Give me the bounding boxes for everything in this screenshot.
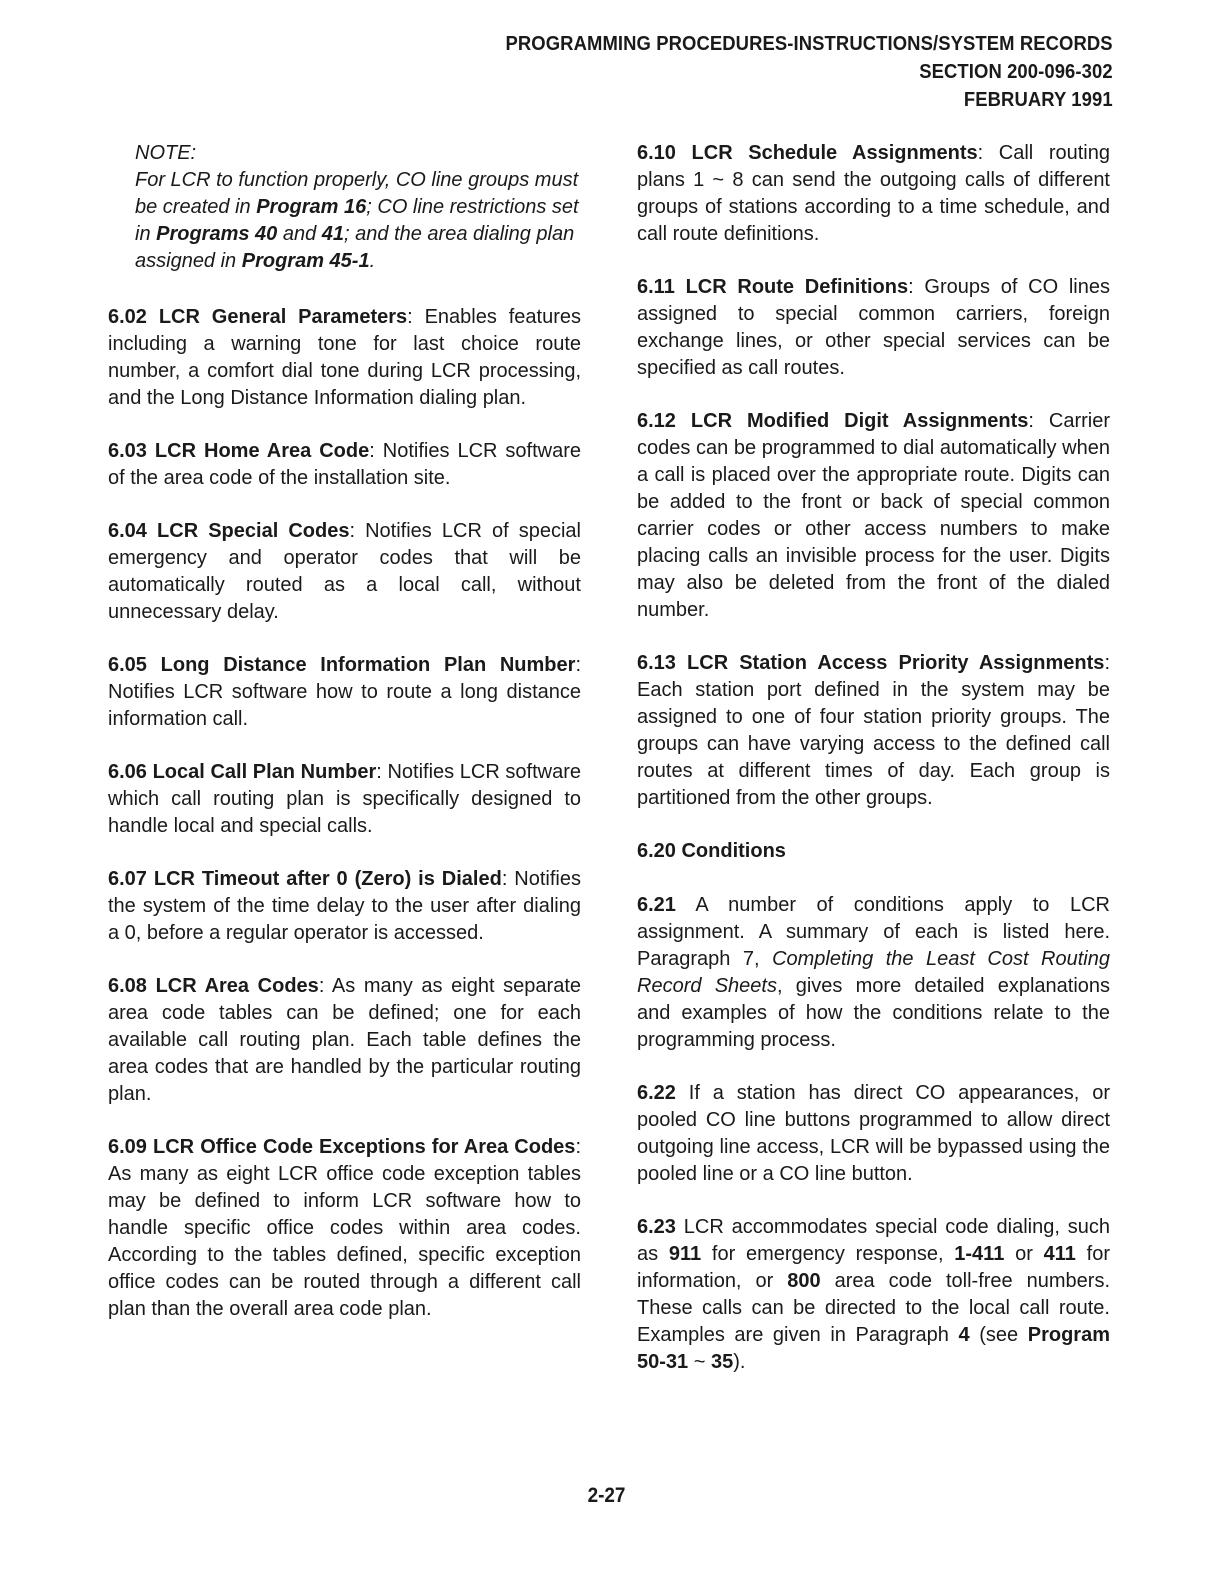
paragraph-body-1: A number of conditions apply to LCR assignment. A summary of each is listed here. Paragraph 7, xyxy=(637,894,1110,970)
paragraph-number: 6.12 xyxy=(637,410,676,432)
paragraph-6-22 xyxy=(637,1080,1110,1188)
paragraph-number: 6.04 xyxy=(108,520,147,542)
paragraph-body-2: for emergency response, xyxy=(701,1243,955,1265)
paragraph-body-2: , gives more detailed explanations and examples of how the conditions relate to the programming process. xyxy=(637,975,1111,1051)
note-text-1: For LCR to function properly, CO line groups must be created in xyxy=(135,169,579,218)
paragraph-number: 6.08 xyxy=(108,975,147,997)
paragraph-number: 6.03 xyxy=(108,440,147,462)
paragraph-body-1: LCR accommodates special code dialing, such as xyxy=(637,1216,1110,1265)
page-header xyxy=(506,30,1113,114)
paragraph-6-11 xyxy=(637,274,1110,382)
paragraph-title: LCR Special Codes xyxy=(157,520,350,542)
note-text-4: ; and the area dialing plan assigned in xyxy=(135,223,575,272)
right-column xyxy=(637,140,1110,1402)
page-number: 2-27 xyxy=(587,1484,626,1507)
paragraph-6-03 xyxy=(108,438,581,492)
paragraph-title: LCR Schedule Assignments xyxy=(691,142,978,164)
paragraph-body: : Notifies the system of the time delay to the user after dialing a 0, before a regular operator is accessed. xyxy=(108,868,581,944)
paragraph-body: : As many as eight LCR office code exception tables may be defined to inform LCR software how to handle specific office codes within area codes. According to the tables defined, specific exception office codes can be routed through a different call plan than the overall area code plan. xyxy=(108,1136,581,1320)
paragraph-6-09 xyxy=(108,1134,581,1323)
paragraph-6-02 xyxy=(108,304,581,412)
paragraph-body: : Carrier codes can be programmed to dial automatically when a call is placed over the appropriate route. Digits can be added to the front or back of special common carrier codes or other access numbers to make placing calls an invisible process for the user. Digits may also be deleted from the front of the dialed number. xyxy=(637,410,1111,621)
paragraph-title: LCR Route Definitions xyxy=(685,276,909,298)
left-column xyxy=(108,140,581,1349)
paragraph-body-3: or xyxy=(1004,1243,1044,1265)
paragraph-number: 6.09 xyxy=(108,1136,147,1158)
note-program-41: 41 xyxy=(321,223,345,245)
header-date: FEBRUARY 1991 xyxy=(964,88,1113,111)
paragraph-title: LCR Home Area Code xyxy=(154,440,370,462)
note-text xyxy=(135,167,581,275)
code-1-411: 1-411 xyxy=(954,1243,1005,1265)
paragraph-body-5: area code toll-free numbers. These calls can be directed to the local call route. Examples are given in Paragraph xyxy=(637,1270,1111,1346)
paragraph-title: LCR Station Access Priority Assignments xyxy=(687,652,1105,674)
program-35: 35 xyxy=(710,1351,734,1373)
paragraph-title: Local Call Plan Number xyxy=(152,761,377,783)
paragraph-body: : Notifies LCR of special emergency and operator codes that will be automatically routed as a local call, without unnecessary delay. xyxy=(108,520,581,623)
paragraph-body-7: ~ xyxy=(688,1351,711,1373)
paragraph-6-12 xyxy=(637,408,1110,624)
paragraph-6-23 xyxy=(637,1214,1110,1376)
paragraph-title: Long Distance Information Plan Number xyxy=(160,654,576,676)
paragraph-number: 6.21 xyxy=(637,894,676,916)
paragraph-number: 6.23 xyxy=(637,1216,676,1238)
note-block xyxy=(135,140,581,275)
paragraph-6-21 xyxy=(637,892,1110,1054)
paragraph-6-05 xyxy=(108,652,581,733)
paragraph-title: LCR General Parameters xyxy=(158,306,408,328)
paragraph-title: LCR Timeout after 0 (Zero) is Dialed xyxy=(153,868,502,890)
paragraph-number: 6.06 xyxy=(108,761,147,783)
paragraph-body-8: ). xyxy=(733,1351,746,1373)
paragraph-number: 6.11 xyxy=(637,276,675,298)
paragraph-number: 6.10 xyxy=(637,142,676,164)
paragraph-title: LCR Area Codes xyxy=(155,975,319,997)
paragraph-body: : Call routing plans 1 ~ 8 can send the outgoing calls of different groups of stations according to a time schedule, and call route definitions. xyxy=(637,142,1110,245)
paragraph-body: : Groups of CO lines assigned to special common carriers, foreign exchange lines, or other special services can be specified as call routes. xyxy=(637,276,1110,379)
paragraph-6-04 xyxy=(108,518,581,626)
note-text-3: and xyxy=(277,223,322,245)
code-411: 411 xyxy=(1043,1243,1076,1265)
paragraph-body: : Notifies LCR software which call routing plan is specifically designed to handle local and special calls. xyxy=(108,761,582,837)
note-label: NOTE: xyxy=(135,142,197,164)
note-program-45-1: Program 45-1 xyxy=(241,250,370,272)
paragraph-ref-4: 4 xyxy=(958,1324,970,1346)
code-800: 800 xyxy=(787,1270,821,1292)
paragraph-body-4: for information, or xyxy=(637,1243,1110,1292)
note-program-16: Program 16 xyxy=(256,196,367,218)
heading-6-20-conditions: 6.20 Conditions xyxy=(637,840,786,862)
paragraph-body: : Each station port defined in the system may be assigned to one of four station priority groups. The groups can have varying access to the defined call routes at different times of day. Each group is partitioned from the other groups. xyxy=(637,652,1110,809)
paragraph-reference-title: Completing the Least Cost Routing Record Sheets xyxy=(637,948,1110,997)
paragraph-number: 6.02 xyxy=(108,306,147,328)
paragraph-body: If a station has direct CO appearances, or pooled CO line buttons programmed to allow direct outgoing line access, LCR will be bypassed using the pooled line or a CO line button. xyxy=(637,1082,1110,1185)
paragraph-6-06 xyxy=(108,759,581,840)
paragraph-number: 6.07 xyxy=(108,868,147,890)
note-text-5: . xyxy=(369,250,376,272)
paragraph-body-6: (see xyxy=(969,1324,1028,1346)
paragraph-number: 6.13 xyxy=(637,652,676,674)
paragraph-6-08 xyxy=(108,973,581,1108)
program-50-31: Program 50-31 xyxy=(637,1324,1110,1373)
paragraph-number: 6.05 xyxy=(108,654,147,676)
note-text-2: ; CO line restrictions set in xyxy=(135,196,579,245)
paragraph-title: LCR Office Code Exceptions for Area Codes xyxy=(153,1136,576,1158)
paragraph-number: 6.22 xyxy=(637,1082,676,1104)
paragraph-6-07 xyxy=(108,866,581,947)
paragraph-body: : Notifies LCR software how to route a long distance information call. xyxy=(108,654,581,730)
paragraph-6-10 xyxy=(637,140,1110,248)
header-title: PROGRAMMING PROCEDURES-INSTRUCTIONS/SYSTEM RECORDS xyxy=(505,32,1113,55)
paragraph-body: : Notifies LCR software of the area code of the installation site. xyxy=(108,440,582,489)
paragraph-body: : As many as eight separate area code tables can be defined; one for each available call routing plan. Each table defines the area codes that are handled by the particular routing plan. xyxy=(108,975,581,1105)
paragraph-6-13 xyxy=(637,650,1110,812)
header-section: SECTION 200-096-302 xyxy=(919,60,1113,83)
note-program-40: Programs 40 xyxy=(156,223,278,245)
paragraph-body: : Enables features including a warning tone for last choice route number, a comfort dial tone during LCR processing, and the Long Distance Information dialing plan. xyxy=(108,306,581,409)
code-911: 911 xyxy=(668,1243,702,1265)
paragraph-title: LCR Modified Digit Assignments xyxy=(690,410,1029,432)
